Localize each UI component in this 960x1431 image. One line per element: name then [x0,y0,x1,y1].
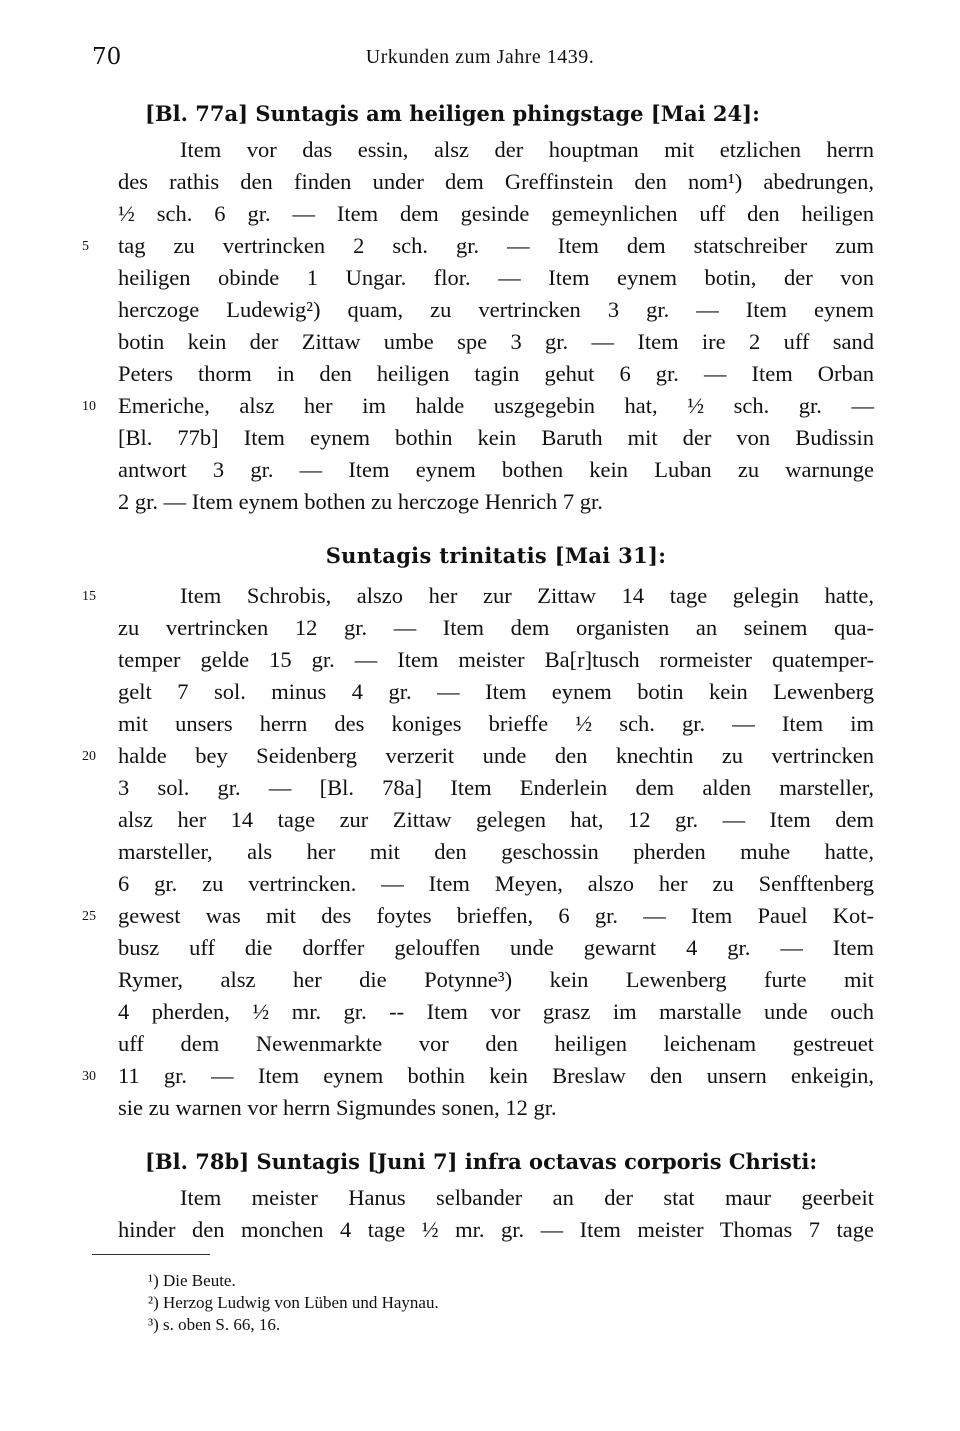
text-line: hinder den monchen 4 tage ½ mr. gr. — Item meister Thomas 7 tage [118,1217,874,1242]
text-line: Item Schrobis, alszo her zur Zittaw 14 tage gelegin hatte, [180,583,874,608]
line-number: 25 [82,909,96,924]
text-line: ½ sch. 6 gr. — Item dem gesinde gemeynlichen uff den heiligen [118,201,874,226]
text-line: marsteller, als her mit den geschossin pherden muhe hatte, [118,839,874,864]
text-line: gewest was mit des foytes brieffen, 6 gr. — Item Pauel Kot- [118,903,874,928]
text-line: busz uff die dorffer gelouffen unde gewarnt 4 gr. — Item [118,935,874,960]
text-line: heiligen obinde 1 Ungar. flor. — Item eynem botin, der von [118,265,874,290]
text-line: alsz her 14 tage zur Zittaw gelegen hat, 12 gr. — Item dem [118,807,874,832]
text-line: temper gelde 15 gr. — Item meister Ba[r]tusch rormeister quatemper- [118,647,874,672]
text-line: uff dem Newenmarkte vor den heiligen leichenam gestreuet [118,1031,874,1056]
text-line: herczoge Ludewig²) quam, zu vertrincken 3 gr. — Item eynem [118,297,874,322]
text-line: Item vor das essin, alsz der houptman mit etzlichen herrn [180,137,874,162]
line-number: 5 [82,239,89,254]
text-line: zu vertrincken 12 gr. — Item dem organisten an seinem qua- [118,615,874,640]
line-number: 10 [82,399,96,414]
text-line: sie zu warnen vor herrn Sigmundes sonen, 12 gr. [118,1095,557,1120]
text-line: halde bey Seidenberg verzerit unde den knechtin zu vertrincken [118,743,874,768]
text-line: des rathis den finden under dem Greffinstein den nom¹) abedrungen, [118,169,874,194]
section-heading: [Bl. 77a] Suntagis am heiligen phingstage [Mai 24]: [145,101,760,126]
text-line: Emeriche, alsz her im halde uszgegebin hat, ½ sch. gr. — [118,393,874,418]
line-number: 30 [82,1069,96,1084]
text-line: Item meister Hanus selbander an der stat maur geerbeit [180,1185,874,1210]
text-line: Peters thorm in den heiligen tagin gehut 6 gr. — Item Orban [118,361,874,386]
text-line: 11 gr. — Item eynem bothin kein Breslaw den unsern enkeigin, [118,1063,874,1088]
section-heading: Suntagis trinitatis [Mai 31]: [325,543,667,568]
text-line: antwort 3 gr. — Item eynem bothen kein Luban zu warnunge [118,457,874,482]
running-title: Urkunden zum Jahre 1439. [365,46,595,68]
page-number: 70 [92,44,122,70]
text-line: 3 sol. gr. — [Bl. 78a] Item Enderlein dem alden marsteller, [118,775,874,800]
section-heading: [Bl. 78b] Suntagis [Juni 7] infra octavas corporis Christi: [145,1149,818,1174]
text-line: mit unsers herrn des koniges brieffe ½ sch. gr. — Item im [118,711,874,736]
line-number: 20 [82,749,96,764]
text-line: Rymer, alsz her die Potynne³) kein Lewenberg furte mit [118,967,874,992]
text-line: 6 gr. zu vertrincken. — Item Meyen, alszo her zu Senfftenberg [118,871,874,896]
text-line: 2 gr. — Item eynem bothen zu herczoge Henrich 7 gr. [118,489,603,514]
text-line: [Bl. 77b] Item eynem bothin kein Baruth mit der von Budissin [118,425,874,450]
footnote: ¹) Die Beute. [148,1271,236,1290]
line-number: 15 [82,589,96,604]
footnote-divider [92,1254,210,1255]
text-line: 4 pherden, ½ mr. gr. -- Item vor grasz im marstalle unde ouch [118,999,874,1024]
text-line: botin kein der Zittaw umbe spe 3 gr. — Item ire 2 uff sand [118,329,874,354]
footnote: ³) s. oben S. 66, 16. [148,1315,281,1334]
text-line: tag zu vertrincken 2 sch. gr. — Item dem statschreiber zum [118,233,874,258]
text-line: gelt 7 sol. minus 4 gr. — Item eynem botin kein Lewenberg [118,679,874,704]
footnote: ²) Herzog Ludwig von Lüben und Haynau. [148,1293,439,1312]
